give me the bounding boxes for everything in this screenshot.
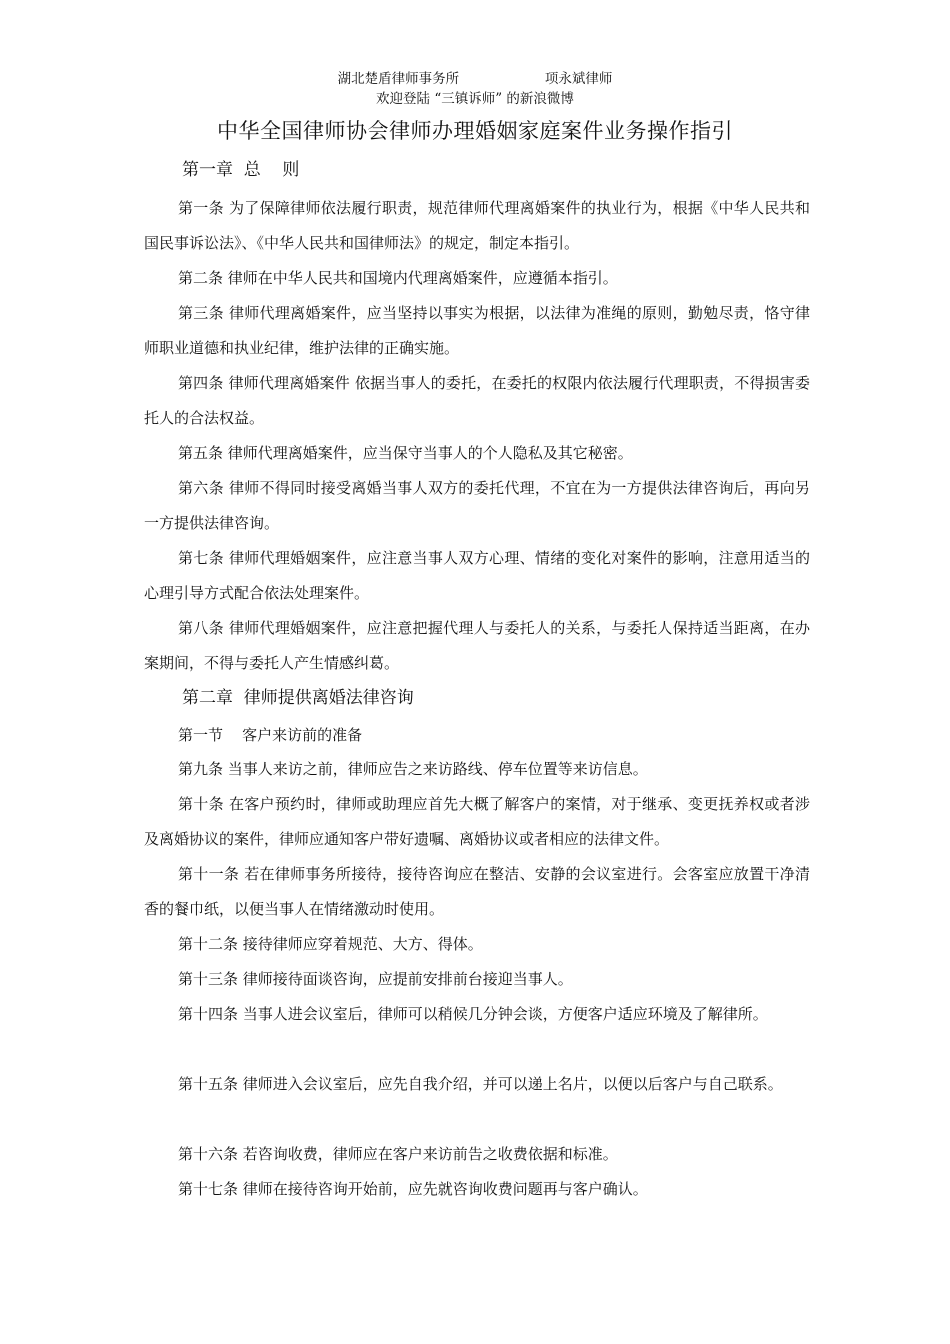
article-paragraph: 第十二条 接待律师应穿着规范、大方、得体。: [178, 935, 483, 953]
article-paragraph: 第十三条 律师接待面谈咨询，应提前安排前台接迎当事人。: [178, 970, 573, 988]
article-paragraph: 第一条 为了保障律师依法履行职责，规范律师代理离婚案件的执业行为，根据《中华人民共和国民事诉讼法》、《中华人民共和国律师法》的规定，制定本指引。: [144, 199, 810, 252]
header-firm-line: 湖北楚盾律师事务所 项永斌律师: [337, 71, 613, 87]
chapter-heading: 第二章 律师提供离婚法律咨询: [182, 688, 414, 708]
article-paragraph: 第十七条 律师在接待咨询开始前，应先就咨询收费问题再与客户确认。: [178, 1180, 648, 1198]
article-paragraph: 第三条 律师代理离婚案件，应当坚持以事实为根据，以法律为准绳的原则，勤勉尽责，恪守律师职业道德和执业纪律，维护法律的正确实施。: [144, 304, 810, 357]
article-paragraph: 第四条 律师代理离婚案件 依据当事人的委托，在委托的权限内依法履行代理职责，不得损害委托人的合法权益。: [144, 374, 810, 427]
article-paragraph: 第五条 律师代理离婚案件，应当保守当事人的个人隐私及其它秘密。: [178, 444, 633, 462]
article-paragraph: 第十条 在客户预约时，律师或助理应首先大概了解客户的案情，对于继承、变更抚养权或者涉及离婚协议的案件，律师应通知客户带好遗嘱、离婚协议或者相应的法律文件。: [144, 795, 810, 848]
article-paragraph: 第十六条 若咨询收费，律师应在客户来访前告之收费依据和标准。: [178, 1145, 618, 1163]
chapter-heading: 第一章 总 则: [182, 160, 300, 180]
article-paragraph: 第七条 律师代理婚姻案件，应注意当事人双方心理、情绪的变化对案件的影响，注意用适当的心理引导方式配合依法处理案件。: [144, 549, 810, 602]
article-paragraph: 第十四条 当事人进会议室后，律师可以稍候几分钟会谈，方便客户适应环境及了解律所。: [178, 1005, 768, 1023]
article-paragraph: 第六条 律师不得同时接受离婚当事人双方的委托代理，不宜在为一方提供法律咨询后，再向另一方提供法律咨询。: [144, 479, 810, 532]
article-paragraph: 第二条 律师在中华人民共和国境内代理离婚案件，应遵循本指引。: [178, 269, 618, 287]
article-paragraph: 第十一条 若在律师事务所接待，接待咨询应在整洁、安静的会议室进行。会客室应放置干净清香的餐巾纸，以便当事人在情绪激动时使用。: [144, 865, 810, 918]
article-paragraph: 第八条 律师代理婚姻案件，应注意把握代理人与委托人的关系，与委托人保持适当距离，在办案期间，不得与委托人产生情感纠葛。: [144, 619, 810, 672]
article-paragraph: 第十五条 律师进入会议室后，应先自我介绍，并可以递上名片，以便以后客户与自己联系。: [178, 1075, 783, 1093]
article-paragraph: 第九条 当事人来访之前，律师应告之来访路线、停车位置等来访信息。: [178, 760, 648, 778]
document-title: 中华全国律师协会律师办理婚姻家庭案件业务操作指引: [217, 119, 733, 143]
section-heading: 第一节 客户来访前的准备: [178, 726, 363, 744]
header-weibo-line: 欢迎登陆 “三镇诉师” 的新浪微博: [376, 91, 574, 107]
